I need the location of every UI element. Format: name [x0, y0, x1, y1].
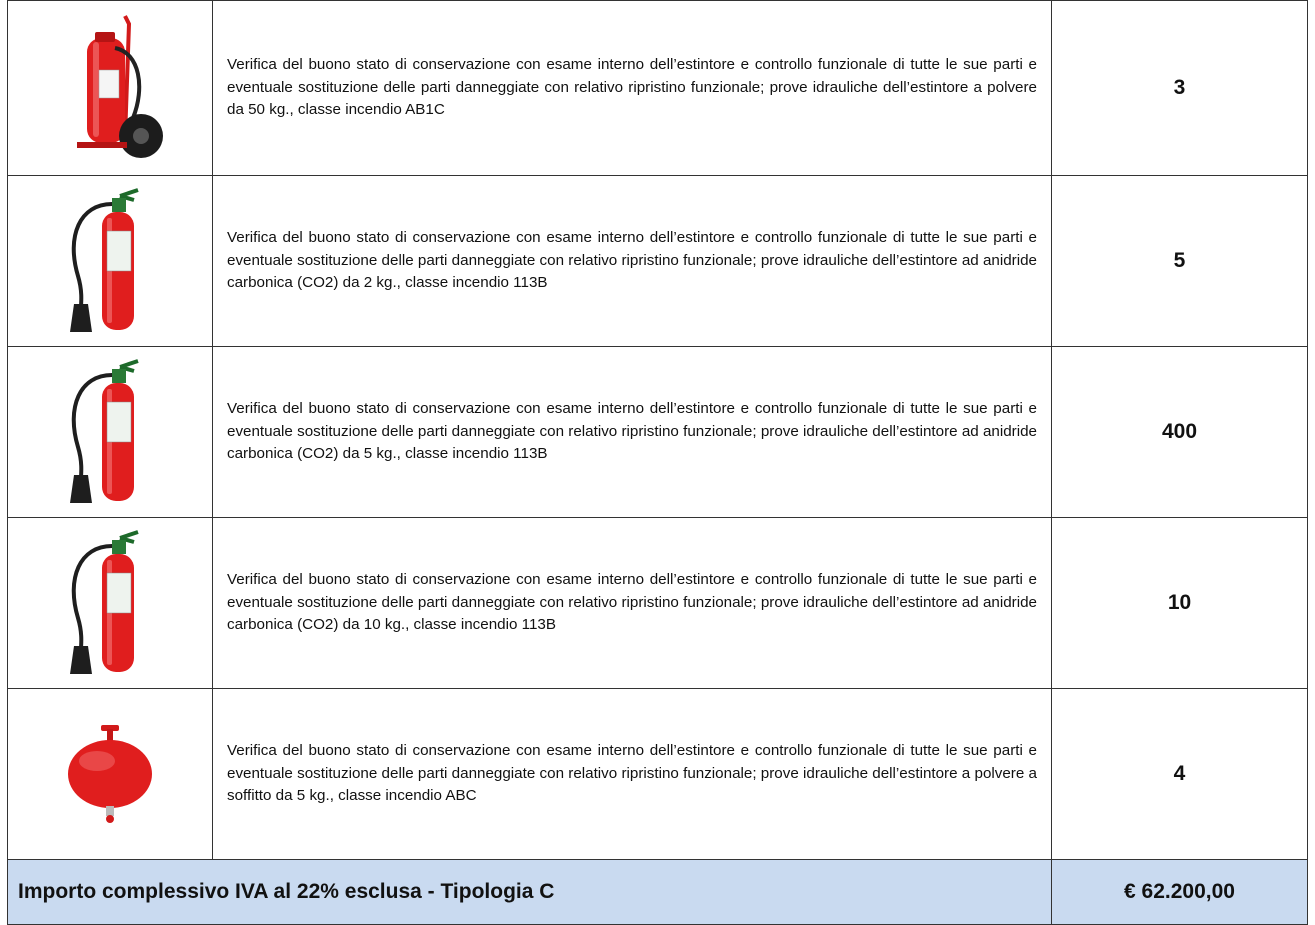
- image-cell: [8, 176, 213, 347]
- quantity-cell: 10: [1052, 518, 1308, 689]
- table-row: [8, 347, 1308, 518]
- wheeled-extinguisher-icon: [55, 8, 165, 168]
- image-cell: [8, 689, 213, 860]
- description-cell: Verifica del buono stato di conservazione con esame interno dell’estintore e controllo funzionale di tutte le sue parti e eventuale sostituzione delle parti danneggiate con relativo ripristino funzionale; prove idrauliche dell’estintore a polvere da 50 kg., classe incendio AB1C: [213, 1, 1052, 176]
- quantity-cell: 5: [1052, 176, 1308, 347]
- co2-extinguisher-icon: [60, 357, 160, 507]
- total-value: € 62.200,00: [1052, 860, 1308, 925]
- description-cell: Verifica del buono stato di conservazione con esame interno dell’estintore e controllo funzionale di tutte le sue parti e eventuale sostituzione delle parti danneggiate con relativo ripristino funzionale; prove idrauliche dell’estintore ad anidride carbonica (CO2) da 2 kg., classe incendio 113B: [213, 176, 1052, 347]
- table-row: [8, 518, 1308, 689]
- quantity-cell: 3: [1052, 1, 1308, 176]
- extinguisher-table: [7, 0, 1308, 925]
- description-cell: Verifica del buono stato di conservazione con esame interno dell’estintore e controllo funzionale di tutte le sue parti e eventuale sostituzione delle parti danneggiate con relativo ripristino funzionale; prove idrauliche dell’estintore ad anidride carbonica (CO2) da 5 kg., classe incendio 113B: [213, 347, 1052, 518]
- extinguisher-table-container: [7, 0, 1308, 925]
- description-cell: Verifica del buono stato di conservazione con esame interno dell’estintore e controllo funzionale di tutte le sue parti e eventuale sostituzione delle parti danneggiate con relativo ripristino funzionale; prove idrauliche dell’estintore ad anidride carbonica (CO2) da 10 kg., classe incendio 113B: [213, 518, 1052, 689]
- co2-extinguisher-icon: [60, 186, 160, 336]
- description-cell: Verifica del buono stato di conservazione con esame interno dell’estintore e controllo funzionale di tutte le sue parti e eventuale sostituzione delle parti danneggiate con relativo ripristino funzionale; prove idrauliche dell’estintore a polvere a soffitto da 5 kg., classe incendio ABC: [213, 689, 1052, 860]
- co2-extinguisher-icon: [60, 528, 160, 678]
- table-row: [8, 1, 1308, 176]
- image-cell: [8, 347, 213, 518]
- table-row: [8, 176, 1308, 347]
- image-cell: [8, 518, 213, 689]
- quantity-cell: 400: [1052, 347, 1308, 518]
- ceiling-extinguisher-icon: [55, 719, 165, 829]
- total-label: Importo complessivo IVA al 22% esclusa - Tipologia C: [8, 860, 1052, 925]
- image-cell: [8, 1, 213, 176]
- table-row: [8, 689, 1308, 860]
- total-row: [8, 860, 1308, 925]
- quantity-cell: 4: [1052, 689, 1308, 860]
